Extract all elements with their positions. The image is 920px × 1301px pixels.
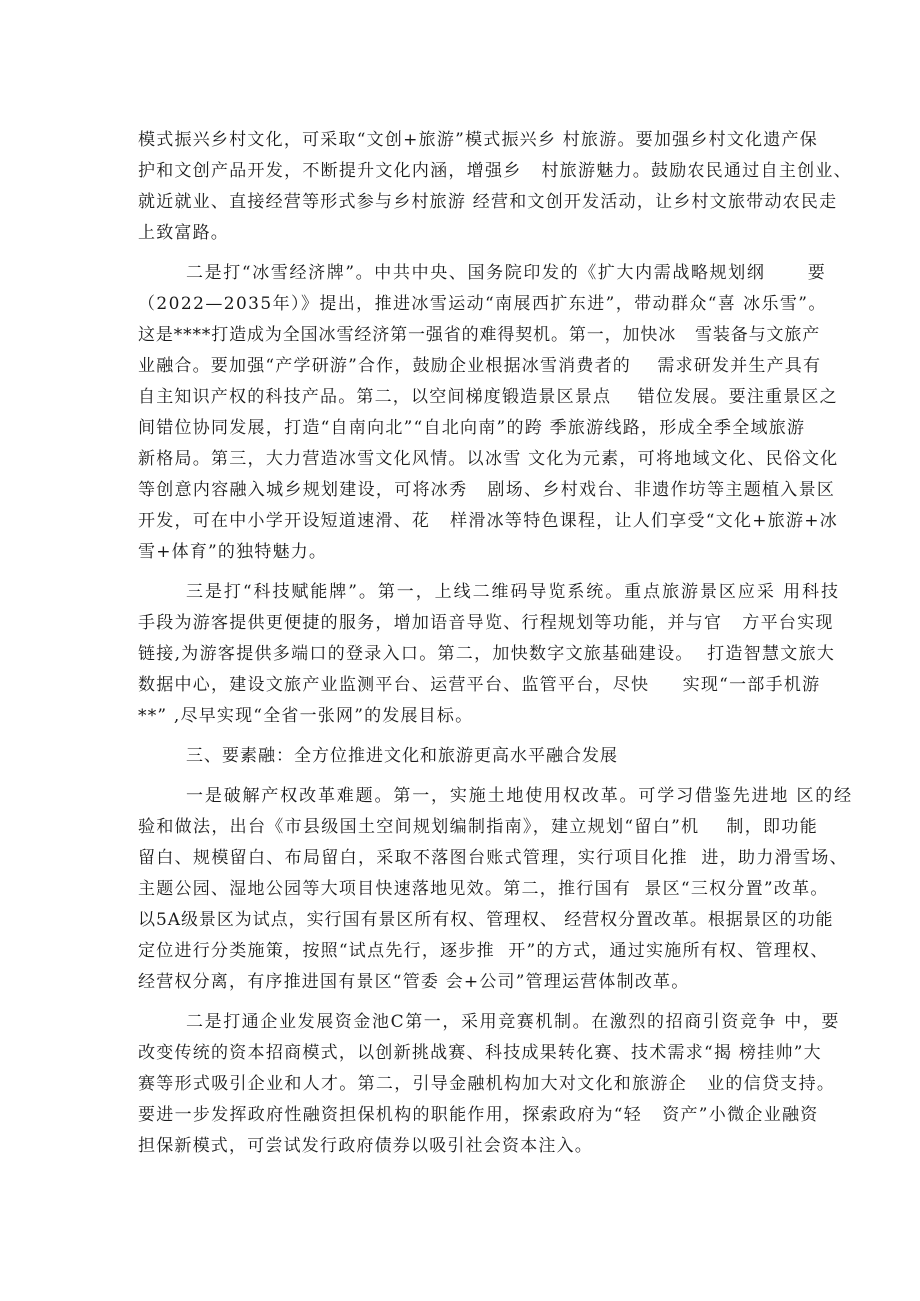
text-line: 手段为游客提供更便捷的服务，增加语音导览、行程规划等功能，并与官 方平台实现	[138, 613, 834, 633]
text-line: 三是打“科技赋能牌”。第一，上线二维码导览系统。重点旅游景区应采 用科技	[186, 582, 840, 602]
text-line: 就近就业、直接经营等形式参与乡村旅游 经营和文创开发活动，让乡村文旅带动农民走	[138, 192, 838, 212]
text-line: 护和文创产品开发，不断提升文化内涵，增强乡 村旅游魅力。鼓励农民通过自主创业、	[138, 161, 852, 181]
text-line: 主题公园、湿地公园等大项目快速落地见效。第二，推行国有 景区“三权分置”改革。	[138, 879, 829, 899]
text-line: 业融合。要加强“产学研游”合作，鼓励企业根据冰雪消费者的 需求研发并生产具有	[138, 356, 822, 376]
text-line: 链接,为游客提供多端口的登录入口。第二，加快数字文旅基础建设。 打造智慧文旅大	[138, 644, 836, 664]
section-heading: 三、要素融：全方位推进文化和旅游更高水平融合发展	[186, 746, 618, 766]
text-line: 模式振兴乡村文化，可采取“文创+旅游”模式振兴乡 村旅游。要加强乡村文化遗产保	[138, 130, 818, 150]
text-line: 间错位协同发展，打造“自南向北”“自北向南”的跨 季旅游线路，形成全季全域旅游	[138, 418, 806, 438]
text-line: 雪+体育”的独特魅力。	[138, 542, 328, 562]
text-line: **” ,尽早实现“全省一张网”的发展目标。	[138, 706, 474, 726]
text-line: 等创意内容融入城乡规划建设，可将冰秀 剧场、乡村戏台、非遗作坊等主题植入景区	[138, 480, 836, 500]
text-line: 以5A级景区为试点，实行国有景区所有权、管理权、 经营权分置改革。根据景区的功能	[138, 910, 834, 930]
text-line: 留白、规模留白、布局留白，采取不落图台账式管理，实行项目化推 进，助力滑雪场、	[138, 848, 849, 868]
text-line: 赛等形式吸引企业和人才。第二，引导金融机构加大对文化和旅游企 业的信贷支持。	[138, 1074, 836, 1094]
text-line: 二是打“冰雪经济牌”。中共中央、国务院印发的《扩大内需战略规划纲 要	[186, 263, 827, 283]
text-line: 验和做法，出台《市县级国土空间规划编制指南》，建立规划“留白”机 制，即功能	[138, 817, 819, 837]
text-line: 上致富路。	[138, 223, 229, 243]
text-line: 开发，可在中小学开设短道速滑、花 样滑冰等特色课程，让人们享受“文化+旅游+冰	[138, 511, 839, 531]
text-line: 定位进行分类施策，按照“试点先行，逐步推 开”的方式，通过实施所有权、管理权、	[138, 941, 829, 961]
text-line: 担保新模式，可尝试发行政府债券以吸引社会资本注入。	[138, 1136, 593, 1156]
text-line: 数据中心，建设文旅产业监测平台、运营平台、监管平台，尽快 实现“一部手机游	[138, 675, 821, 695]
text-line: 自主知识产权的科技产品。第二，以空间梯度锻造景区景点 错位发展。要注重景区之	[138, 387, 838, 407]
text-line: 一是破解产权改革难题。第一，实施土地使用权改革。可学习借鉴先进地 区的经	[186, 786, 854, 806]
text-line: 改变传统的资本招商模式，以创新挑战赛、科技成果转化赛、技术需求“揭 榜挂帅”大	[138, 1043, 822, 1063]
text-line: 经营权分离，有序推进国有景区“管委 会+公司”管理运营体制改革。	[138, 972, 690, 992]
text-line: 新格局。第三，大力营造冰雪文化风情。以冰雪 文化为元素，可将地域文化、民俗文化	[138, 449, 839, 469]
text-line: 这是****打造成为全国冰雪经济第一强省的难得契机。第一，加快冰 雪装备与文旅产	[138, 325, 821, 345]
text-line: 二是打通企业发展资金池C第一，采用竞赛机制。在激烈的招商引资竞争 中，要	[186, 1012, 841, 1032]
text-line: 要进一步发挥政府性融资担保机构的职能作用，探索政府为“轻 资产”小微企业融资	[138, 1105, 819, 1125]
text-line: （2022—2035年）》提出，推进冰雪运动“南展西扩东进”，带动群众“喜 冰乐雪”。	[138, 294, 827, 314]
